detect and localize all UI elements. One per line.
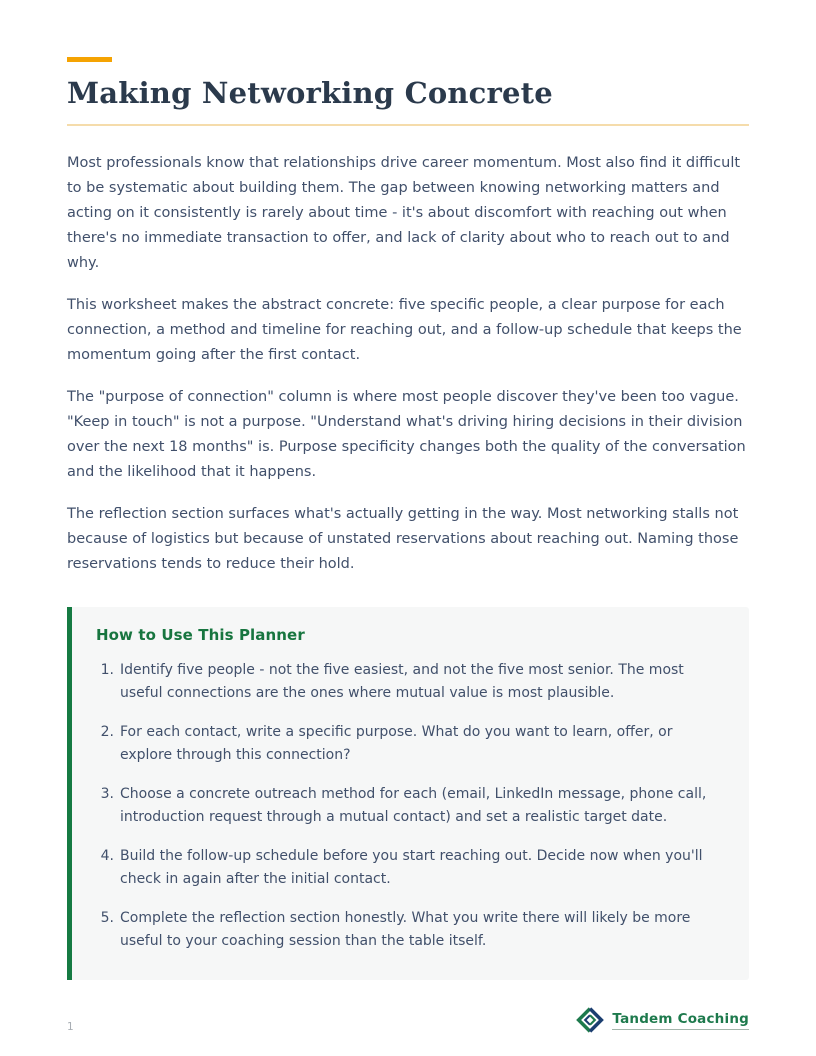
intro-section: [67, 151, 749, 577]
howto-item-2: [94, 721, 725, 767]
howto-item-5: [94, 907, 725, 953]
brand-name: Tandem Coaching: [612, 1011, 749, 1030]
item-text: For each contact, write a specific purpose. What do you want to learn, offer, or explore through this connection?: [120, 723, 673, 763]
intro-paragraph-2: This worksheet makes the abstract concrete: five specific people, a clear purpose for each connection, a method and timeline for reaching out, and a follow-up schedule that keeps the momentum going after the first contact.: [67, 296, 742, 363]
item-text: Choose a concrete outreach method for each (email, LinkedIn message, phone call, introduction request through a mutual contact) and set a realistic target date.: [120, 785, 707, 825]
brand-logo[interactable]: [576, 1006, 749, 1034]
intro-paragraph-1: Most professionals know that relationships drive career momentum. Most also find it difficult to be systematic about building them. The gap between knowing networking matters and acting on it consistently is rarely about time - it's about discomfort with reaching out when there's no immediate transaction to offer, and lack of clarity about who to reach out to and why.: [67, 154, 741, 271]
item-number: 4.: [100, 847, 114, 864]
page-footer: [67, 1006, 749, 1034]
page-title: Making Networking Concrete: [67, 76, 553, 110]
item-number: 1.: [100, 661, 114, 678]
howto-item-4: [94, 845, 725, 891]
howto-list: [94, 659, 725, 953]
item-number: 5.: [100, 909, 114, 926]
title-divider: [67, 124, 749, 126]
callout-heading: How to Use This Planner: [96, 625, 305, 644]
item-number: 3.: [100, 785, 114, 802]
howto-callout: [67, 607, 749, 980]
page-number: 1: [67, 1021, 74, 1033]
intro-paragraph-3: The "purpose of connection" column is where most people discover they've been too vague. "Keep in touch" is not a purpose. "Understand what's driving hiring decisions in their division over the next 18 months" is. Purpose specificity changes both the quality of the conversation and the likelihood that it happens.: [67, 388, 746, 480]
intro-paragraph-4: The reflection section surfaces what's actually getting in the way. Most networking stalls not because of logistics but because of unstated reservations about reaching out. Naming those reservations tends to reduce their hold.: [67, 505, 739, 572]
accent-bar: [67, 57, 112, 62]
item-text: Complete the reflection section honestly. What you write there will likely be more useful to your coaching session than the table itself.: [120, 909, 691, 949]
item-number: 2.: [100, 723, 114, 740]
item-text: Identify five people - not the five easiest, and not the five most senior. The most useful connections are the ones where mutual value is most plausible.: [120, 661, 684, 701]
howto-item-3: [94, 783, 725, 829]
item-text: Build the follow-up schedule before you start reaching out. Decide now when you'll check in again after the initial contact.: [120, 847, 703, 887]
howto-item-1: [94, 659, 725, 705]
tandem-diamond-icon: [576, 1006, 604, 1034]
